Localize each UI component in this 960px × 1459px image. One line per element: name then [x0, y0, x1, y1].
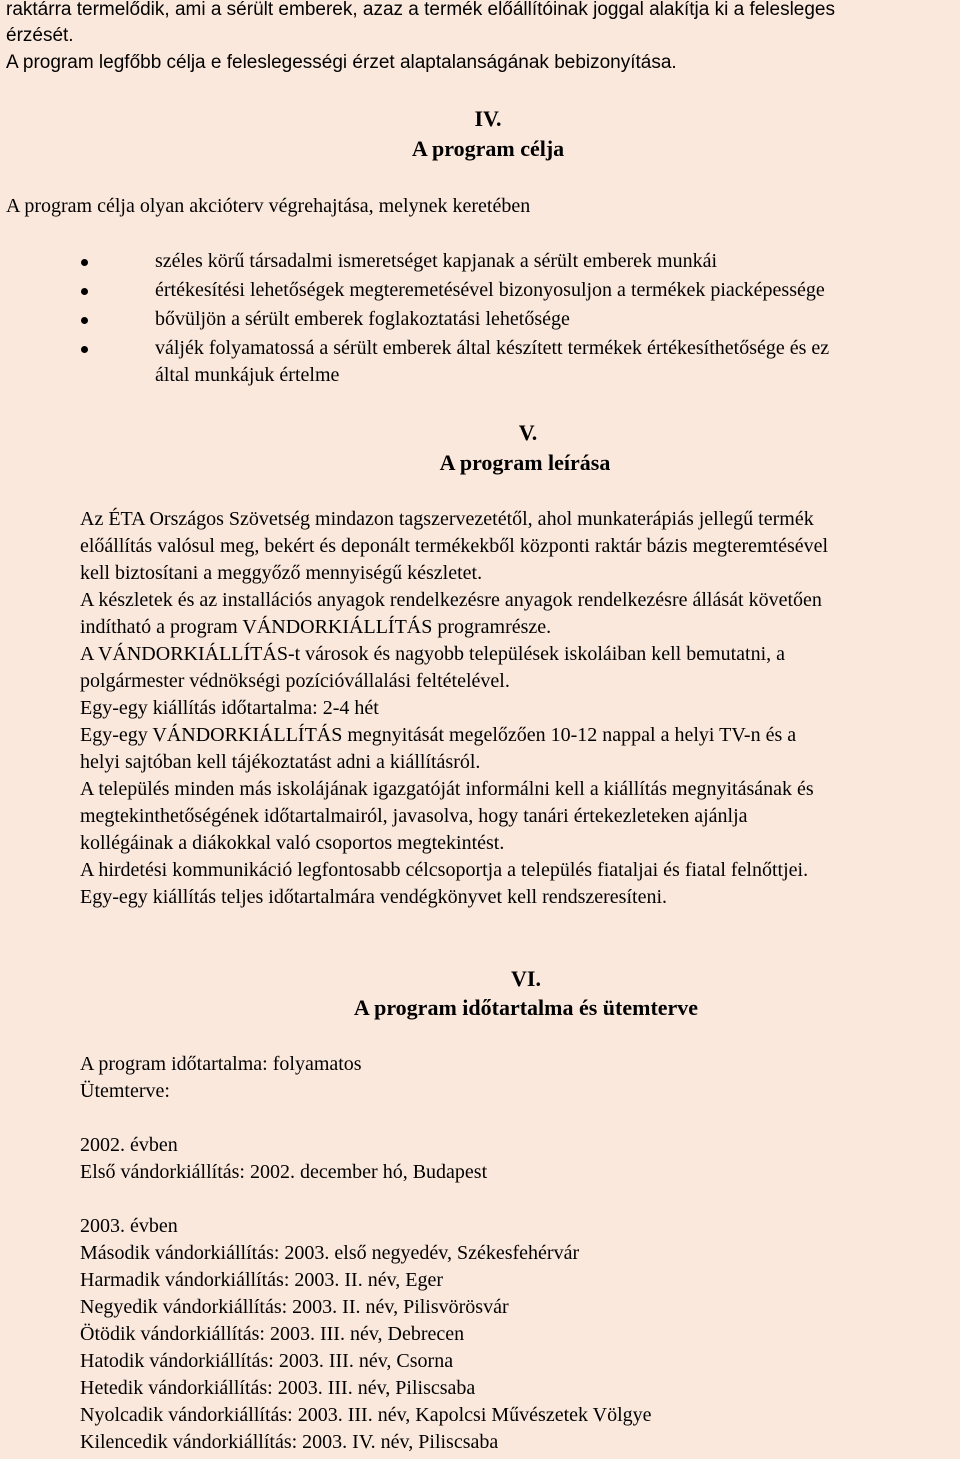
schedule-label: Ütemterve:: [80, 1080, 170, 1102]
intro-line-2: érzését.: [6, 25, 74, 46]
schedule-item: Hetedik vándorkiállítás: 2003. III. név, Piliscsaba: [80, 1377, 476, 1399]
section-4-number: IV.: [474, 106, 502, 131]
section-5-line-9: Egy-egy VÁNDORKIÁLLÍTÁS megnyitását megelőzően 10-12 nappal a helyi TV-n és a: [80, 724, 797, 746]
section-5-line-2: előállítás valósul meg, bekért és deponált termékekből központi raktár bázis megteremtésével: [80, 535, 829, 557]
section-6-number: VI.: [511, 966, 541, 991]
year-2003-heading: 2003. évben: [80, 1215, 178, 1237]
bullet-icon: [81, 317, 88, 324]
section-4-title: A program célja: [411, 136, 565, 161]
section-5-line-3: kell biztosítani a meggyőző mennyiségű készletet.: [80, 562, 483, 584]
bullet-icon: [81, 259, 88, 266]
section-5-line-11: A település minden más iskolájának igazgatóját informálni kell a kiállítás megnyitásának és: [80, 778, 814, 800]
year-2002-heading: 2002. évben: [80, 1134, 178, 1156]
section-4-lead: A program célja olyan akcióterv végrehajtása, melynek keretében: [6, 195, 531, 217]
section-5-line-6: A VÁNDORKIÁLLÍTÁS-t városok és nagyobb települések iskoláiban kell bemutatni, a: [80, 643, 786, 665]
intro-line-3: A program legfőbb célja e feleslegességi érzet alaptalanságának bebizonyítása.: [6, 52, 677, 73]
section-4-bullet-4-continued: által munkájuk értelme: [155, 364, 340, 386]
section-5-number: V.: [518, 420, 538, 445]
section-4-bullet-1: széles körű társadalmi ismeretséget kapjanak a sérült emberek munkái: [155, 250, 718, 272]
schedule-item: Hatodik vándorkiállítás: 2003. III. név, Csorna: [80, 1350, 454, 1372]
schedule-item: Második vándorkiállítás: 2003. első negyedév, Székesfehérvár: [80, 1242, 580, 1264]
schedule-item: Nyolcadik vándorkiállítás: 2003. III. név, Kapolcsi Művészetek Völgye: [80, 1404, 652, 1426]
section-5-line-4: A készletek és az installációs anyagok rendelkezésre anyagok rendelkezésre állását követően: [80, 589, 822, 611]
schedule-item: Harmadik vándorkiállítás: 2003. II. név, Eger: [80, 1269, 444, 1291]
schedule-item: Első vándorkiállítás: 2002. december hó, Budapest: [80, 1161, 488, 1183]
schedule-item: Negyedik vándorkiállítás: 2003. II. név, Pilisvörösvár: [80, 1296, 509, 1318]
section-5-line-5: indítható a program VÁNDORKIÁLLÍTÁS programrésze.: [80, 616, 552, 638]
intro-line-1: raktárra termelődik, ami a sérült emberek, azaz a termék előállítóinak joggal alakítja ki a felesleges: [6, 0, 835, 20]
section-4-bullet-2: értékesítési lehetőségek megteremetésével bizonyosuljon a termékek piacképessége: [155, 279, 825, 301]
section-5-line-8: Egy-egy kiállítás időtartalma: 2-4 hét: [80, 697, 379, 719]
bullet-icon: [81, 288, 88, 295]
section-5-line-12: megtekinthetőségének időtartalmairól, javasolva, hogy tanári értekezleteken ajánlja: [80, 805, 748, 827]
section-5-line-14: A hirdetési kommunikáció legfontosabb célcsoportja a település fiataljai és fiatal felnőttjei.: [80, 859, 809, 881]
program-duration: A program időtartalma: folyamatos: [80, 1053, 362, 1075]
schedule-item: Ötödik vándorkiállítás: 2003. III. név, Debrecen: [80, 1323, 465, 1345]
section-5-line-10: helyi sajtóban kell tájékoztatást adni a kiállításról.: [80, 751, 481, 773]
section-5-line-1: Az ÉTA Országos Szövetség mindazon tagszervezetétől, ahol munkaterápiás jellegű termék: [80, 508, 814, 530]
section-5-line-13: kollégáinak a diákokkal való csoportos megtekintést.: [80, 832, 505, 854]
section-5-line-15: Egy-egy kiállítás teljes időtartalmára vendégkönyvet kell rendszeresíteni.: [80, 886, 668, 908]
section-6-title: A program időtartalma és ütemterve: [353, 995, 699, 1020]
section-5-title: A program leírása: [439, 450, 611, 475]
section-5-line-7: polgármester védnökségi pozícióvállalási feltételével.: [80, 670, 510, 692]
schedule-item: Kilencedik vándorkiállítás: 2003. IV. név, Piliscsaba: [80, 1431, 499, 1453]
section-4-bullet-3: bővüljön a sérült emberek foglakoztatási lehetősége: [155, 308, 570, 330]
bullet-icon: [81, 346, 88, 353]
section-4-bullet-4: váljék folyamatossá a sérült emberek által készített termékek értékesíthetősége és ez: [155, 337, 830, 359]
